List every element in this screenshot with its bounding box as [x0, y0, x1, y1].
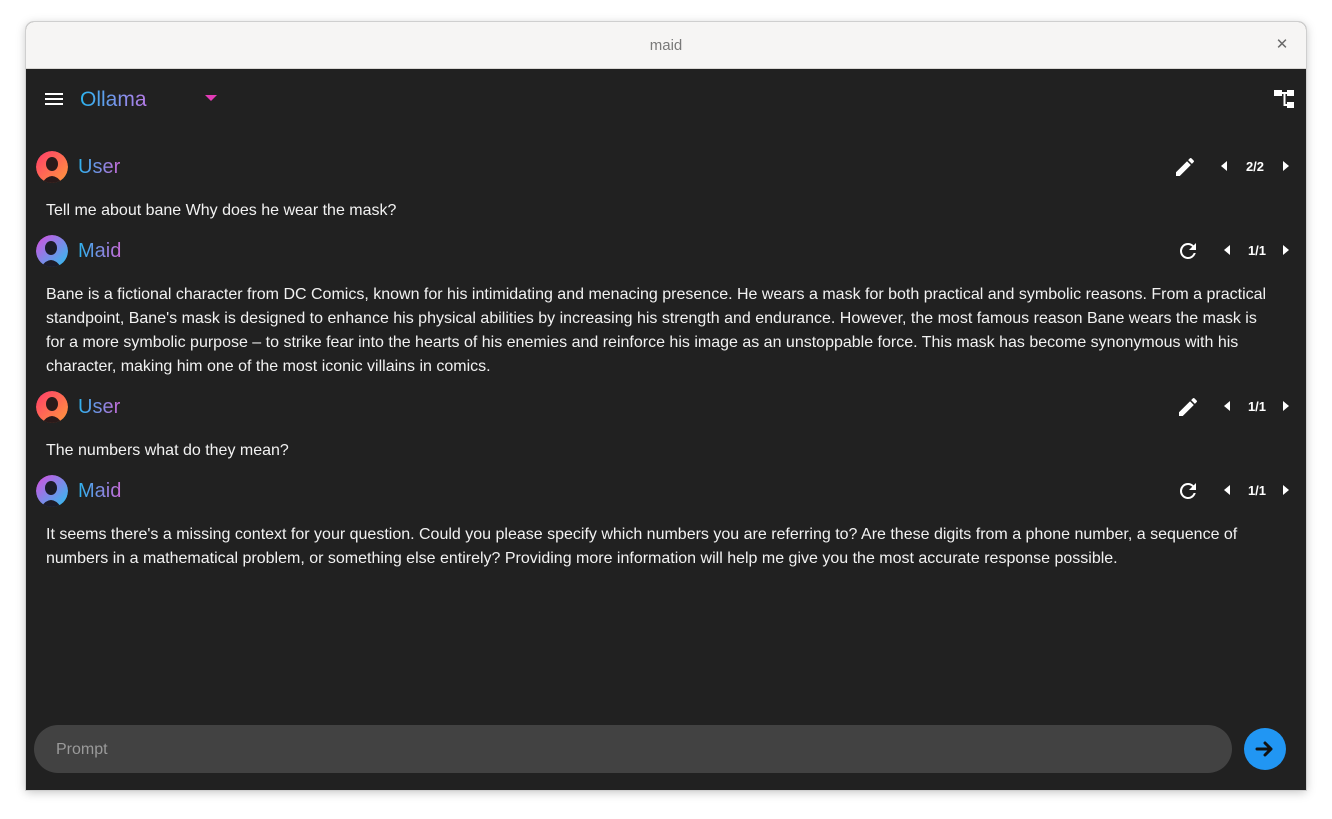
account-tree-icon[interactable] — [1272, 87, 1296, 111]
prompt-bar — [34, 725, 1232, 773]
user-avatar — [36, 151, 68, 183]
previous-branch-icon[interactable] — [1224, 401, 1230, 411]
branch-count: 1/1 — [1247, 483, 1267, 498]
previous-branch-icon[interactable] — [1224, 485, 1230, 495]
prompt-input[interactable] — [54, 725, 1208, 775]
next-branch-icon[interactable] — [1283, 161, 1289, 171]
user-avatar — [36, 391, 68, 423]
role-label: Maid — [78, 480, 122, 502]
app-window — [26, 22, 1306, 790]
message-text: Tell me about bane Why does he wear the mask? — [46, 202, 397, 219]
next-branch-icon[interactable] — [1283, 245, 1289, 255]
branch-count: 2/2 — [1245, 159, 1265, 174]
role-label: User — [78, 156, 121, 178]
maid-avatar — [36, 235, 68, 267]
pencil-edit-icon[interactable] — [1176, 395, 1200, 419]
pencil-edit-icon[interactable] — [1173, 155, 1197, 179]
message-text: It seems there's a missing context for your question. Could you please specify which numbers you are referring to? Are these digits from a phone number, a sequence of numbers in a mathematical problem, or something else entirely? Providing more information will help me give you the most accurate response possible. — [46, 526, 1238, 567]
model-dropdown[interactable] — [80, 87, 220, 113]
previous-branch-icon[interactable] — [1224, 245, 1230, 255]
branch-count: 1/1 — [1247, 243, 1267, 258]
next-branch-icon[interactable] — [1283, 485, 1289, 495]
arrow-right-icon — [1244, 728, 1286, 770]
window-title: maid — [649, 37, 683, 54]
title-bar — [26, 22, 1306, 69]
role-label: User — [78, 396, 121, 418]
send-button[interactable] — [1244, 728, 1286, 770]
role-label: Maid — [78, 240, 122, 262]
hamburger-menu-icon[interactable] — [42, 87, 66, 111]
previous-branch-icon[interactable] — [1221, 161, 1227, 171]
message-text: Bane is a fictional character from DC Comics, known for his intimidating and menacing presence. He wears a mask for both practical and symbolic reasons. From a practical standpoint, Bane's mask is designed to enhance his physical abilities by increasing his strength and endurance. However, the most famous reason Bane wears the mask is for a more symbolic purpose – to strike fear into the hearts of his enemies and reinforce his image as an unstoppable force. This mask has become synonymous with his character, making him one of the most iconic villains in comics. — [46, 286, 1267, 375]
caret-down-icon — [205, 95, 217, 101]
next-branch-icon[interactable] — [1283, 401, 1289, 411]
close-icon[interactable]: ✕ — [1275, 36, 1289, 53]
refresh-icon[interactable] — [1176, 239, 1200, 263]
maid-avatar — [36, 475, 68, 507]
refresh-icon[interactable] — [1176, 479, 1200, 503]
message-text: The numbers what do they mean? — [46, 442, 289, 459]
branch-count: 1/1 — [1247, 399, 1267, 414]
chat-page — [26, 69, 1306, 790]
model-label: Ollama — [80, 88, 147, 111]
